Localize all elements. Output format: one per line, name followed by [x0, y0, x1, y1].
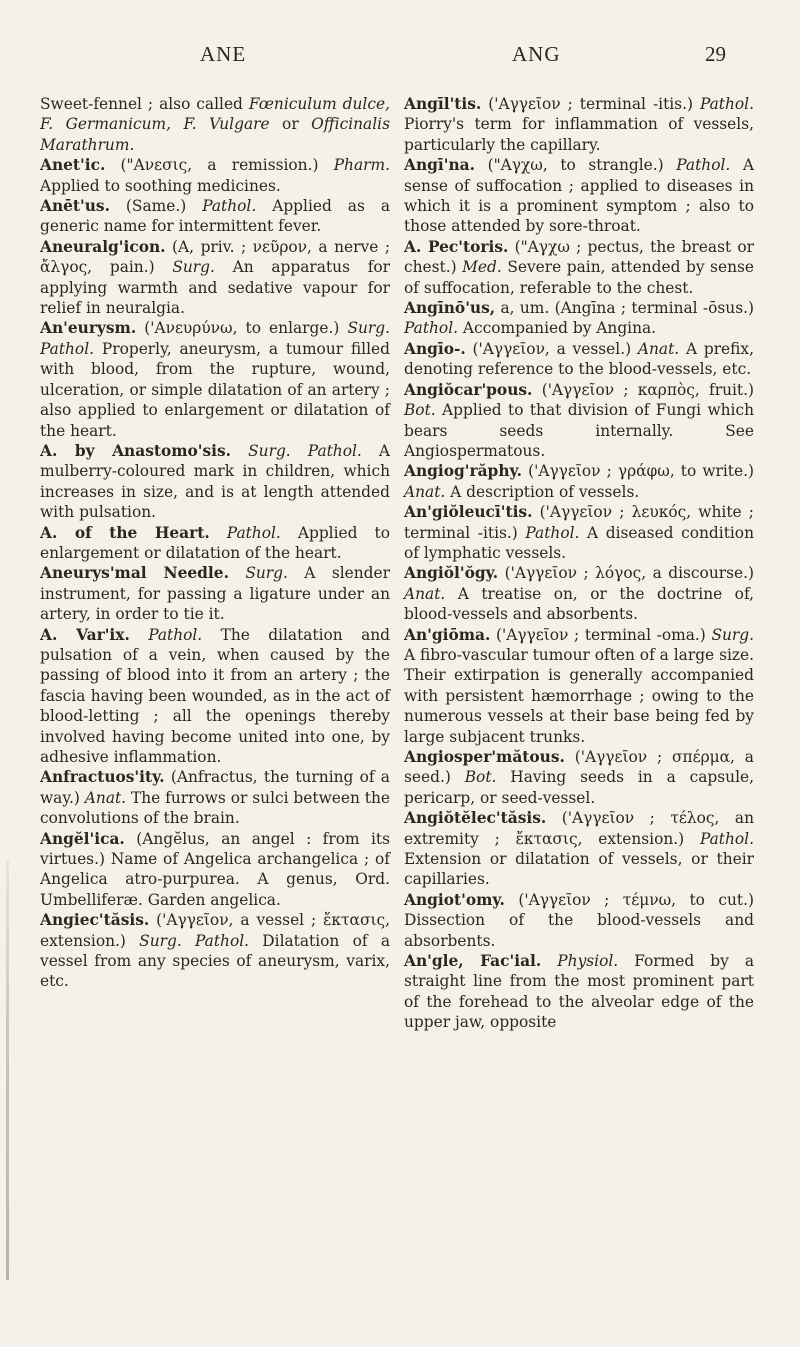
headword: Angīnō'us,	[404, 299, 496, 318]
dictionary-entry: An'gle, Fac'ial. Physiol. Formed by a straight line from the most prominent part of the forehead to the alveolar edge of the upper jaw, opposite	[404, 952, 754, 1032]
headword: A. by Anastomo'sis.	[40, 441, 232, 460]
dictionary-entry: Angīl'tis. ('Αγγεῖον ; terminal -itis.) Pathol. Piorry's term for inflammation of vessels, particularly the capillary.	[404, 95, 754, 154]
dictionary-entry: Angiosper'mătous. ('Αγγεῖον ; σπέρμα, a seed.) Bot. Having seeds in a capsule, pericarp, or seed-vessel.	[404, 748, 754, 807]
headword: Angiog'răphy.	[404, 462, 523, 481]
dictionary-entry: Angī'na. ("Αγχω, to strangle.) Pathol. A sense of suffocation ; applied to diseases in which it is a prominent symptom ; also to those attended by sore-throat.	[404, 156, 754, 236]
headword: An'gle, Fac'ial.	[404, 952, 542, 971]
dictionary-entry: Anfractuos'ity. (Anfractus, the turning of a way.) Anat. The furrows or sulci between the convolutions of the brain.	[40, 768, 390, 828]
dictionary-entry: Angīo-. ('Αγγεῖον, a vessel.) Anat. A prefix, denoting reference to the blood-vessels, etc.	[404, 339, 754, 379]
dictionary-entry: An'giŏleucī'tis. ('Αγγεῖον ; λευκός, white ; terminal -itis.) Pathol. A diseased condition of lymphatic vessels.	[404, 503, 754, 562]
headword: A. of the Heart.	[40, 523, 210, 542]
headword: Anet'ic.	[40, 156, 106, 175]
dictionary-entry: Angiŏtĕlec'tăsis. ('Αγγεῖον ; τέλος, an extremity ; ἔκτασις, extension.) Pathol. Extension or dilatation of vessels, or their capillaries.	[404, 809, 754, 889]
dictionary-entry: A. of the Heart. Pathol. Applied to enlargement or dilatation of the heart.	[40, 523, 390, 562]
headword: Aneuralg'icon.	[40, 237, 166, 256]
headword: A. Var'ix.	[40, 625, 130, 644]
headword: Angiŏl'ŏgy.	[404, 564, 499, 583]
headword: Angiŏcar'pous.	[404, 380, 533, 399]
dictionary-entry: A. by Anastomo'sis. Surg. Pathol. A mulberry-coloured mark in children, which increases in size, and is at length attended with pulsation.	[40, 441, 390, 522]
dictionary-entry: Angīnō'us, a, um. (Angīna ; terminal -ōsus.) Pathol. Accompanied by Angina.	[404, 299, 754, 338]
headword: An'giŏleucī'tis.	[404, 503, 533, 522]
page-number: 29	[705, 42, 726, 66]
headword: Angiot'omy.	[404, 890, 505, 909]
dictionary-entry: Angiog'răphy. ('Αγγεῖον ; γράφω, to write.) Anat. A description of vessels.	[404, 462, 754, 501]
headword: Aneurys'mal Needle.	[40, 564, 229, 583]
headword: Angiec'tăsis.	[40, 911, 150, 930]
page-header	[0, 42, 800, 72]
left-column	[40, 94, 390, 992]
dictionary-entry: Sweet-fennel ; also called Fœniculum dulce, F. Germanicum, F. Vulgare or Officinalis Marathrum.	[40, 95, 390, 154]
headword: Angiŏtĕlec'tăsis.	[404, 809, 547, 828]
dictionary-entry: Angiec'tăsis. ('Αγγεῖον, a vessel ; ἔκτασις, extension.) Surg. Pathol. Dilatation of a vessel from any species of aneurysm, varix, etc.	[40, 911, 391, 991]
dictionary-entry: Aneurys'mal Needle. Surg. A slender instrument, for passing a ligature under an artery, in order to tie it.	[40, 564, 390, 624]
headword: Anfractuos'ity.	[40, 768, 165, 787]
dictionary-entry: Aneuralg'icon. (A, priv. ; νεῦρον, a nerve ; ἄλγος, pain.) Surg. An apparatus for applying warmth and sedative vapour for relief in neuralgia.	[40, 237, 391, 318]
dictionary-entry: An'giōma. ('Αγγεῖον ; terminal -oma.) Surg. A fibro-vascular tumour often of a large size. Their extirpation is generally accompanied with persistent hæmorrhage ; owing to the numerous vessels at their base being fed by large subjacent trunks.	[404, 625, 754, 746]
headword: Angīl'tis.	[404, 95, 482, 113]
binding-edge-shadow	[6, 860, 9, 1280]
headword: An'giōma.	[404, 625, 491, 644]
dictionary-entry: An'eurysm. ('Ανευρύνω, to enlarge.) Surg. Pathol. Properly, aneurysm, a tumour filled with blood, from the rupture, wound, ulceration, or simple dilatation of an artery ; also applied to enlargement or dilatation of the heart.	[40, 319, 390, 440]
headword: Anēt'us.	[40, 197, 110, 216]
guide-word-left: ANE	[200, 42, 247, 66]
dictionary-entry: Anēt'us. (Same.) Pathol. Applied as a generic name for intermittent fever.	[40, 197, 390, 236]
headword: Angī'na.	[404, 156, 475, 175]
dictionary-entry: Angiŏcar'pous. ('Αγγεῖον ; καρπὸς, fruit.) Bot. Applied to that division of Fungi which bears seeds internally. See Angiospermatous.	[404, 380, 754, 460]
dictionary-entry: Angiŏl'ŏgy. ('Αγγεῖον ; λόγος, a discourse.) Anat. A treatise on, or the doctrine of, blood-vessels and absorbents.	[404, 564, 754, 624]
guide-word-right: ANG	[512, 42, 561, 66]
headword: Angiosper'mătous.	[404, 748, 565, 766]
dictionary-entry: A. Var'ix. Pathol. The dilatation and pulsation of a vein, when caused by the passing of blood into it from an artery ; the fascia having been wounded, as in the act of blood-letting ; all the openings thereby involved having become united into one, by adhesive inflammation.	[40, 625, 391, 766]
dictionary-entry: Angĕl'ica. (Angĕlus, an angel : from its virtues.) Name of Angelica archangelica ; of Angelica atro-purpurea. A genus, Ord. Umbelliferæ. Garden angelica.	[40, 829, 390, 909]
right-column	[404, 94, 754, 1033]
dictionary-entry: A. Pec'toris. ("Αγχω ; pectus, the breast or chest.) Med. Severe pain, attended by sense of suffocation, referable to the chest.	[404, 237, 755, 297]
headword: An'eurysm.	[40, 319, 137, 338]
headword: A. Pec'toris.	[404, 237, 509, 256]
headword: Angĕl'ica.	[40, 829, 125, 848]
dictionary-entry: Angiot'omy. ('Αγγεῖον ; τέμνω, to cut.) Dissection of the blood-vessels and absorbents.	[404, 890, 754, 950]
dictionary-entry: Anet'ic. ("Ανεσις, a remission.) Pharm. Applied to soothing medicines.	[40, 156, 390, 195]
headword: Angīo-.	[404, 339, 466, 358]
